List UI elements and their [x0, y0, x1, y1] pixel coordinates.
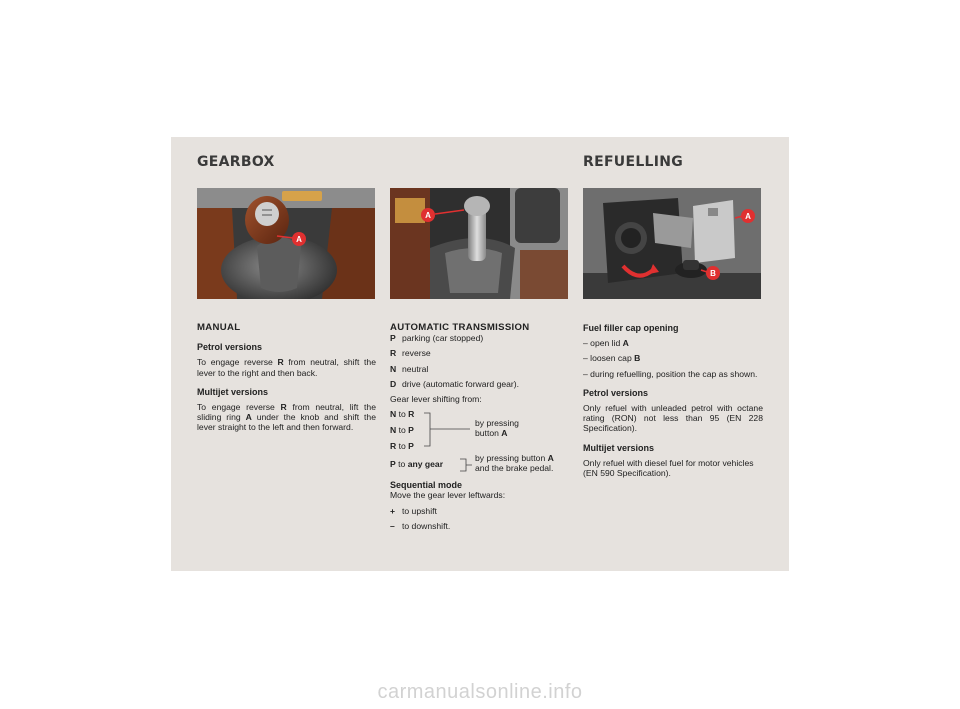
manual-title: MANUAL	[197, 322, 241, 333]
shift-note-key: A	[501, 428, 508, 439]
shift-to-word: to	[396, 425, 409, 436]
shift-note-brake	[475, 453, 554, 473]
manual-page	[171, 137, 789, 571]
shift-note-line: by pressing	[475, 418, 519, 429]
mode-label: neutral	[402, 363, 429, 374]
shift-dest: P	[408, 441, 414, 452]
filler-step	[583, 338, 763, 348]
mode-label: parking (car stopped)	[402, 333, 484, 344]
callout-a-label: A	[425, 211, 431, 220]
sequential-label: to downshift.	[402, 520, 451, 531]
manual-multijet-text-part: from neutral, lift the sliding ring	[197, 402, 376, 423]
filler-step-text: – during refuelling, position the cap as shown.	[583, 368, 758, 379]
shift-note-key: A	[547, 453, 554, 464]
fuel-filler-photo	[583, 188, 761, 299]
watermark: carmanualsonline.info	[377, 681, 583, 703]
filler-step	[583, 369, 763, 379]
sequential-key: +	[390, 505, 396, 516]
refuel-petrol-title: Petrol versions	[583, 387, 649, 398]
filler-step-key: A	[622, 338, 629, 349]
shift-row	[390, 409, 414, 419]
manual-column	[197, 323, 376, 433]
shift-row	[390, 425, 414, 435]
mode-item	[390, 333, 570, 343]
manual-petrol-text-part: from neutral, shift the lever to the right and then back.	[197, 357, 376, 378]
shift-bracket	[420, 409, 475, 475]
automatic-column	[390, 323, 570, 531]
shift-to-word: to	[395, 459, 408, 470]
shift-row	[390, 441, 414, 451]
callout-b-label: B	[710, 269, 716, 278]
refuel-multijet-title: Multijet versions	[583, 442, 655, 453]
shift-table	[390, 409, 570, 474]
mode-label: drive (automatic forward gear).	[402, 378, 520, 389]
manual-multijet-key: A	[245, 412, 252, 423]
manual-multijet-text	[197, 402, 376, 433]
shift-note-button	[475, 418, 519, 438]
refuelling-column	[583, 323, 763, 478]
shift-dest: P	[408, 425, 414, 436]
manual-petrol-key: R	[277, 357, 284, 368]
automatic-gearlever-photo	[390, 188, 568, 299]
sequential-key: –	[390, 520, 395, 531]
manual-multijet-text-part: under the knob and shift the lever straight to the left and then forward.	[197, 412, 376, 433]
shift-from: N	[390, 409, 397, 420]
shift-note-line	[475, 428, 519, 438]
shift-note-line: and the brake pedal.	[475, 463, 554, 474]
mode-item	[390, 348, 570, 358]
mode-label: reverse	[402, 348, 431, 359]
shift-note-text: button	[475, 428, 502, 439]
manual-petrol-text	[197, 357, 376, 377]
shift-dest: any gear	[407, 459, 444, 470]
mode-key: D	[390, 378, 397, 389]
shift-from: R	[390, 441, 397, 452]
mode-key: P	[390, 333, 396, 344]
refuel-multijet-text: Only refuel with diesel fuel for motor vehicles (EN 590 Specification).	[583, 457, 754, 479]
manual-gearlever-photo	[197, 188, 375, 299]
filler-step-key: B	[634, 353, 641, 364]
sequential-label: to upshift	[402, 505, 437, 516]
shift-from: P	[390, 459, 396, 470]
shift-from: N	[390, 425, 397, 436]
filler-step	[583, 353, 763, 363]
refuelling-heading: REFUELLING	[583, 154, 684, 170]
manual-petrol-title: Petrol versions	[197, 342, 263, 353]
manual-multijet-text-part: To engage reverse	[197, 402, 281, 413]
mode-key: N	[390, 363, 397, 374]
manual-multijet-key: R	[280, 402, 287, 413]
callout-a-label: A	[296, 235, 302, 244]
mode-item	[390, 379, 570, 389]
sequential-item	[390, 521, 570, 531]
shift-note-text: by pressing button	[475, 453, 548, 464]
callout-a-label: A	[745, 212, 751, 221]
sequential-title: Sequential mode	[390, 480, 463, 491]
filler-title: Fuel filler cap opening	[583, 323, 679, 333]
shift-dest: R	[408, 409, 415, 420]
shift-to-word: to	[396, 409, 409, 420]
automatic-title: AUTOMATIC TRANSMISSION	[390, 322, 530, 333]
filler-step-text: – open lid	[583, 338, 623, 349]
manual-multijet-title: Multijet versions	[197, 386, 269, 397]
mode-item	[390, 364, 570, 374]
sequential-item	[390, 506, 570, 516]
manual-petrol-text-part: To engage reverse	[197, 357, 278, 368]
gearbox-heading: GEARBOX	[197, 154, 275, 170]
shift-note-line	[475, 453, 554, 463]
mode-key: R	[390, 348, 397, 359]
refuel-petrol-text: Only refuel with unleaded petrol with octane rating (RON) not less than 95 (EN 228 Specification).	[583, 403, 763, 434]
filler-step-text: – loosen cap	[583, 353, 635, 364]
shift-intro: Gear lever shifting from:	[390, 394, 482, 405]
shift-to-word: to	[396, 441, 409, 452]
sequential-intro: Move the gear lever leftwards:	[390, 490, 506, 501]
